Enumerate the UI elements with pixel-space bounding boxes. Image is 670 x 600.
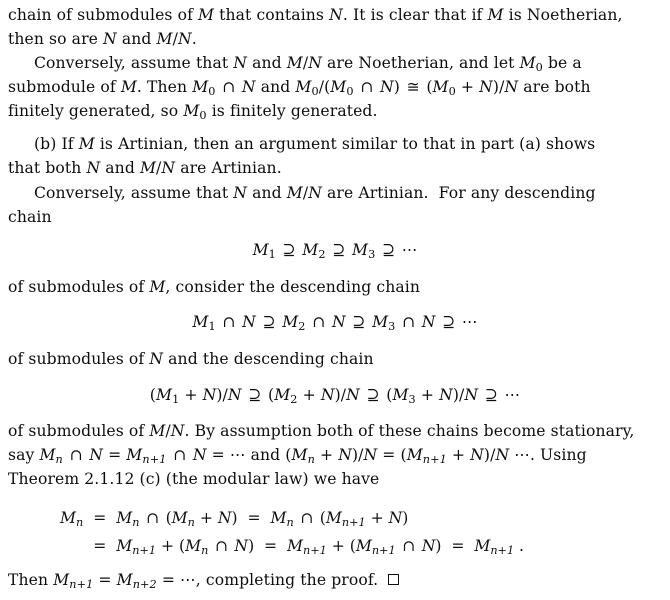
qed-box-icon: [388, 574, 399, 585]
paragraph-line: say $M_n$ ∩ $N = M_{n+1}$ ∩ N = ⋯ and $(M_n + N)/N = (M_{n+1} + N)/N$ ⋯. Using: [8, 446, 587, 467]
aligned-equation-rhs-row1: $M_n$ ∩ $(M_n + N) = M_n$ ∩ $(M_{n+1} + N)$: [116, 509, 409, 530]
displayed-equation-1: $M_1$ ⊇ $M_2$ ⊇ $M_3$ ⊇ ⋯: [252, 241, 418, 262]
aligned-equation-rhs-row2: $M_{n+1} + (M_n$ ∩ $N) = M_{n+1} + (M_{n+1}$ ∩ $N) = M_{n+1}$ .: [116, 536, 524, 558]
paragraph-line: Conversely, assume that N and M/N are Artinian. For any descending: [34, 184, 596, 202]
paragraph-line: of submodules of N and the descending chain: [8, 350, 374, 368]
aligned-equation-relation-row1: =: [93, 509, 107, 527]
aligned-equation-relation-row2: =: [93, 536, 107, 555]
paragraph-line: chain of submodules of M that contains N. It is clear that if M is Noetherian,: [8, 6, 623, 24]
paragraph-line: Theorem 2.1.12 (c) (the modular law) we have: [8, 470, 380, 488]
aligned-equation-lhs-row1: $M_n$: [60, 509, 84, 530]
paragraph-line: submodule of M. Then $M_0$ ∩ N and $M_0/(M_0$ ∩ N) ≅ $(M_0 + N)/N$ are both: [8, 78, 591, 99]
closing-paragraph: Then $M_{n+1} = M_{n+2}$ = ⋯, completing the proof.: [8, 573, 399, 590]
displayed-equation-3: $(M_1 + N)/N$ ⊇ $(M_2 + N)/N$ ⊇ $(M_3 + N)/N$ ⊇ ⋯: [149, 386, 521, 407]
paragraph-line: (b) If M is Artinian, then an argument similar to that in part (a) shows: [34, 135, 596, 153]
paragraph-line: chain: [8, 208, 52, 226]
paragraph-line: of submodules of M/N. By assumption both of these chains become stationary,: [8, 422, 635, 440]
paragraph-line: finitely generated, so $M_0$ is finitely generated.: [8, 102, 378, 123]
displayed-equation-2: $M_1$ ∩ N ⊇ $M_2$ ∩ N ⊇ $M_3$ ∩ N ⊇ ⋯: [192, 313, 478, 334]
paragraph-line: of submodules of M, consider the descending chain: [8, 278, 420, 296]
aligned-equation-lhs-row2: [60, 538, 83, 557]
aligned-equation: [60, 510, 524, 557]
paragraph-line: that both N and M/N are Artinian.: [8, 159, 282, 177]
paragraph-line: Conversely, assume that N and M/N are Noetherian, and let $M_0$ be a: [34, 54, 582, 75]
paragraph-line: then so are N and M/N.: [8, 30, 197, 48]
